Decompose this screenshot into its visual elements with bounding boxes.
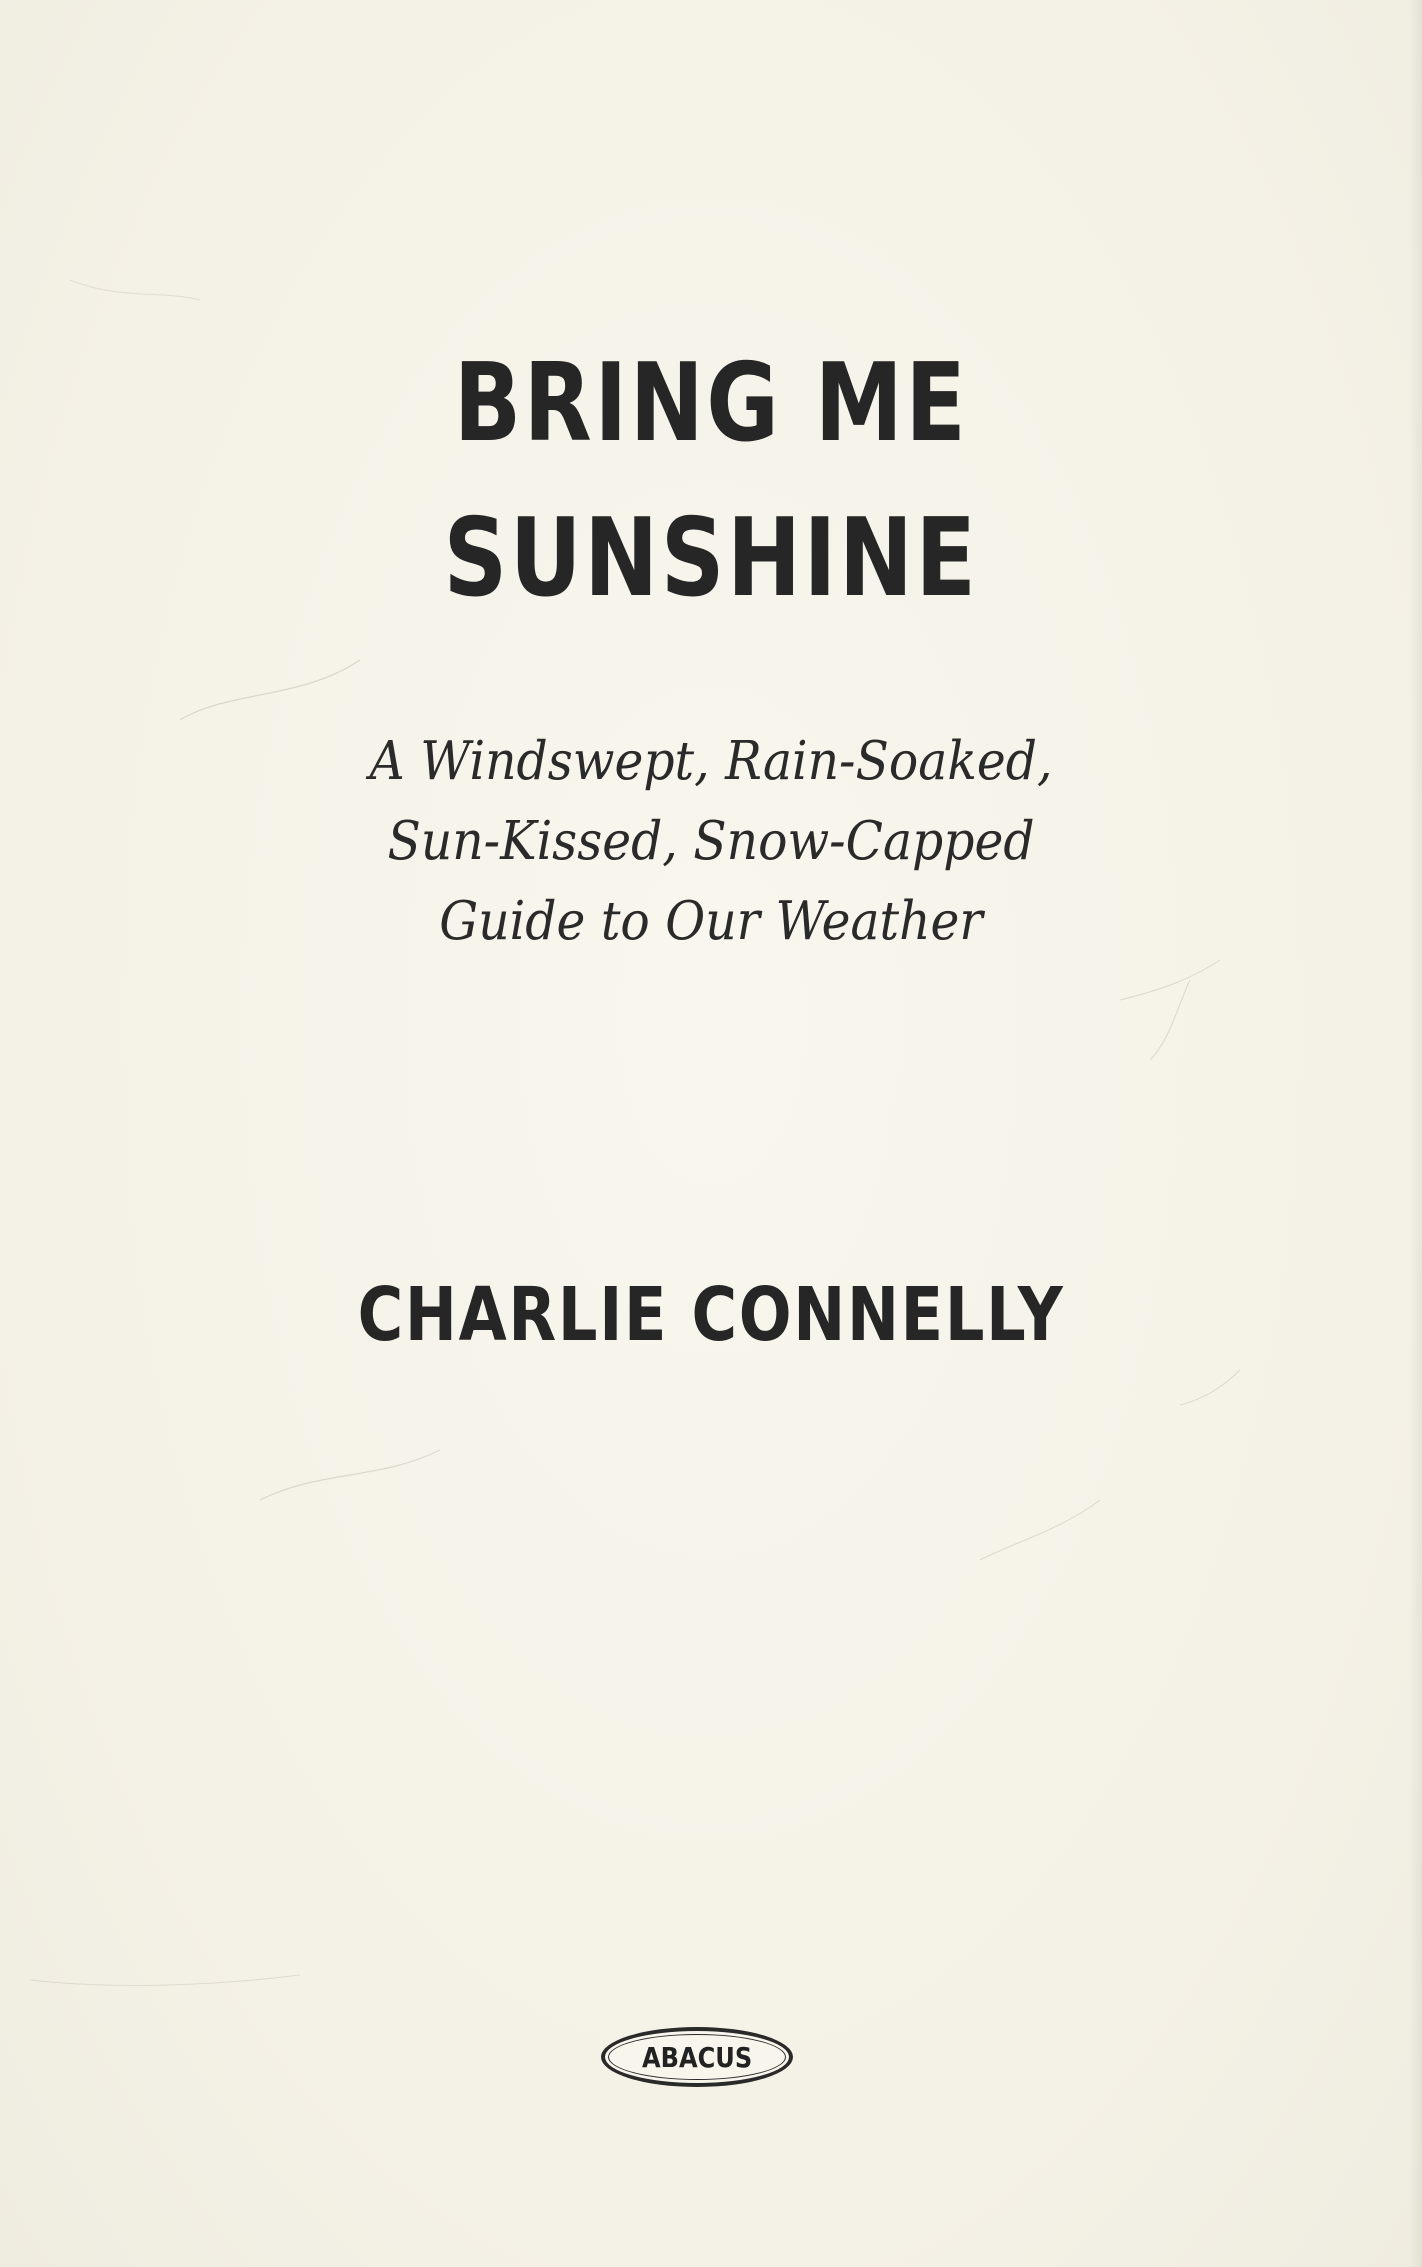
author-name: CHARLIE CONNELLY (357, 1272, 1065, 1358)
book-subtitle-line-2: Sun-Kissed, Snow-Capped (387, 811, 1035, 872)
book-title-line-1: BRING ME (453, 341, 969, 466)
book-subtitle-line-3: Guide to Our Weather (439, 891, 983, 952)
publisher-logo-text: ABACUS (641, 2040, 753, 2074)
book-title-line-2: SUNSHINE (443, 496, 979, 621)
book-subtitle-line-1: A Windswept, Rain-Soaked, (369, 731, 1053, 792)
page-edge-shadow (1408, 0, 1422, 2267)
abacus-publisher-logo (601, 2027, 793, 2087)
